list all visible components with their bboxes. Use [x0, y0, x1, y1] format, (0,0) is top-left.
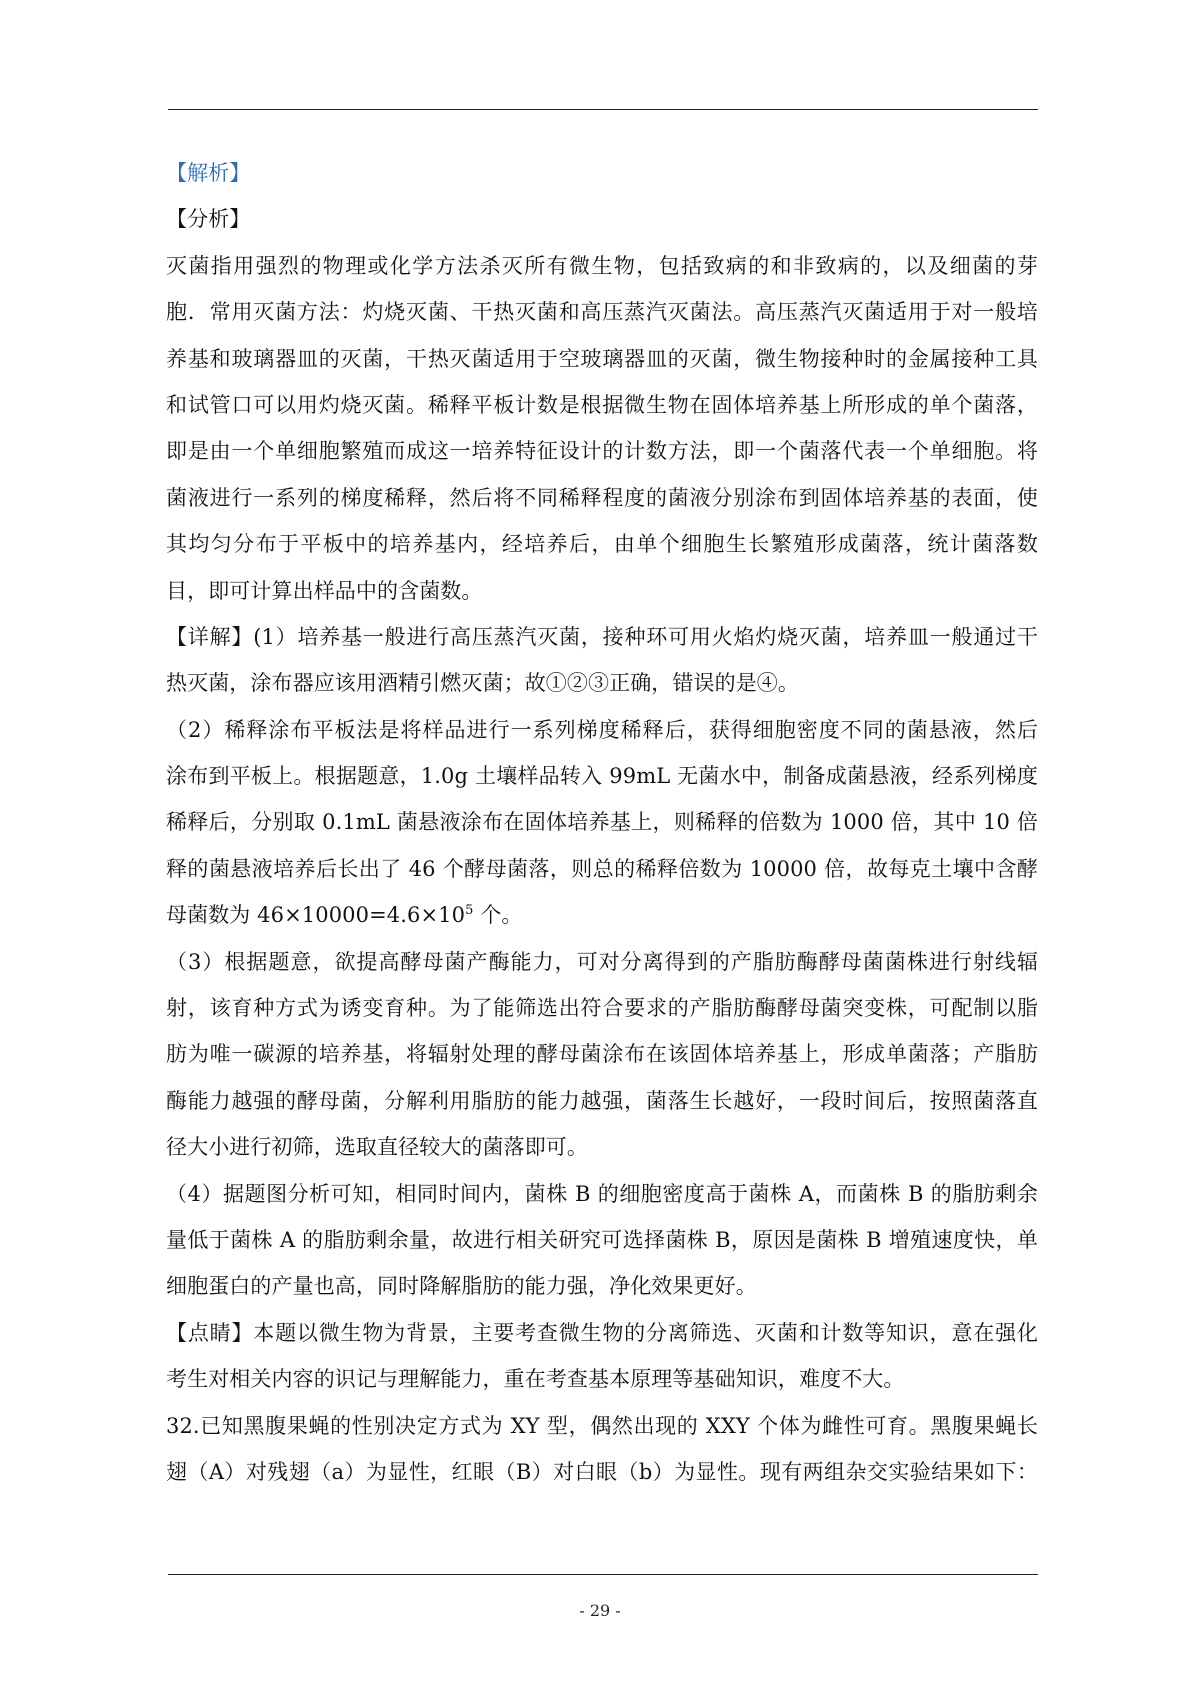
detail-line: 【详解】(1）培养基一般进行高压蒸汽灭菌，接种环可用火焰灼烧灭菌，培养皿一般通过干: [166, 624, 1038, 649]
detail-line: 稀释后，分别取 0.1mL 菌悬液涂布在固体培养基上，则稀释的倍数为 1000 倍，其中 10 倍: [166, 810, 1038, 835]
detail-line: 量低于菌株 A 的脂肪剩余量，故进行相关研究可选择菌株 B，原因是菌株 B 增殖速度快，单: [166, 1227, 1038, 1252]
detail-line: 酶能力越强的酵母菌，分解利用脂肪的能力越强，菌落生长越好，一段时间后，按照菌落直: [166, 1088, 1038, 1113]
detail-line: （2）稀释涂布平板法是将样品进行一系列梯度稀释后，获得细胞密度不同的菌悬液，然后: [166, 717, 1038, 742]
analysis-line: 其均匀分布于平板中的培养基内，经培养后，由单个细胞生长繁殖形成菌落，统计菌落数: [166, 532, 1038, 557]
detail-line: 径大小进行初筛，选取直径较大的菌落即可。: [166, 1135, 588, 1160]
detail-line: 释的菌悬液培养后长出了 46 个酵母菌落，则总的稀释倍数为 10000 倍，故每克土壤中含酵: [166, 856, 1038, 881]
comment-line: 考生对相关内容的识记与理解能力，重在考查基本原理等基础知识，难度不大。: [166, 1367, 905, 1392]
detail-line: （4）据题图分析可知，相同时间内，菌株 B 的细胞密度高于菌株 A，而菌株 B 的脂肪剩余: [166, 1181, 1038, 1206]
detail-part-1: [166, 614, 1038, 707]
exponent: 5: [465, 903, 474, 919]
analysis-line: 灭菌指用强烈的物理或化学方法杀灭所有微生物，包括致病的和非致病的，以及细菌的芽: [166, 253, 1038, 278]
detail-line: 肪为唯一碳源的培养基，将辐射处理的酵母菌涂布在该固体培养基上，形成单菌落；产脂肪: [166, 1042, 1038, 1067]
question-32: [166, 1403, 1038, 1496]
formula-suffix: 个。: [473, 903, 523, 928]
detail-line: 涂布到平板上。根据题意，1.0g 土壤样品转入 99mL 无菌水中，制备成菌悬液，经系列梯度: [166, 764, 1038, 789]
detail-line-with-exponent: [166, 892, 1038, 938]
detail-line: 细胞蛋白的产量也高，同时降解脂肪的能力强，净化效果更好。: [166, 1274, 757, 1299]
comment-line: 【点睛】本题以微生物为背景，主要考查微生物的分离筛选、灭菌和计数等知识，意在强化: [166, 1320, 1038, 1345]
detail-line: （3）根据题意，欲提高酵母菌产酶能力，可对分离得到的产脂肪酶酵母菌菌株进行射线辐: [166, 949, 1038, 974]
page-content: [166, 150, 1038, 1495]
detail-line: 热灭菌，涂布器应该用酒精引燃灭菌；故①②③正确，错误的是④。: [166, 671, 799, 696]
detail-part-4: [166, 1171, 1038, 1310]
analysis-heading: 【分析】: [166, 207, 251, 232]
detail-line: 射，该育种方式为诱变育种。为了能筛选出符合要求的产脂肪酶酵母菌突变株，可配制以脂: [166, 996, 1038, 1021]
page-number: - 29 -: [579, 1601, 621, 1620]
analysis-line: 养基和玻璃器皿的灭菌，干热灭菌适用于空玻璃器皿的灭菌，微生物接种时的金属接种工具: [166, 346, 1038, 371]
analysis-line: 和试管口可以用灼烧灭菌。稀释平板计数是根据微生物在固体培养基上所形成的单个菌落，: [166, 392, 1038, 417]
header-rule: [168, 109, 1038, 110]
detail-part-3: [166, 939, 1038, 1171]
solution-heading: 【解析】: [166, 161, 251, 185]
analysis-line: 目，即可计算出样品中的含菌数。: [166, 578, 483, 603]
question-line: 32.已知黑腹果蝇的性别决定方式为 XY 型，偶然出现的 XXY 个体为雌性可育。黑腹果蝇长: [166, 1413, 1038, 1438]
analysis-paragraph: [166, 243, 1038, 614]
detail-part-2: [166, 707, 1038, 939]
question-line: 翅（A）对残翅（a）为显性，红眼（B）对白眼（b）为显性。现有两组杂交实验结果如下：: [166, 1459, 1038, 1484]
footer-rule: [168, 1574, 1038, 1575]
comment-paragraph: [166, 1310, 1038, 1403]
analysis-line: 菌液进行一系列的梯度稀释，然后将不同稀释程度的菌液分别涂布到固体培养基的表面，使: [166, 485, 1038, 510]
formula-text: 母菌数为 46×10000=4.6×10: [166, 903, 466, 928]
analysis-line: 胞．常用灭菌方法：灼烧灭菌、干热灭菌和高压蒸汽灭菌法。高压蒸汽灭菌适用于对一般培: [166, 300, 1038, 325]
analysis-line: 即是由一个单细胞繁殖而成这一培养特征设计的计数方法，即一个菌落代表一个单细胞。将: [166, 439, 1038, 464]
